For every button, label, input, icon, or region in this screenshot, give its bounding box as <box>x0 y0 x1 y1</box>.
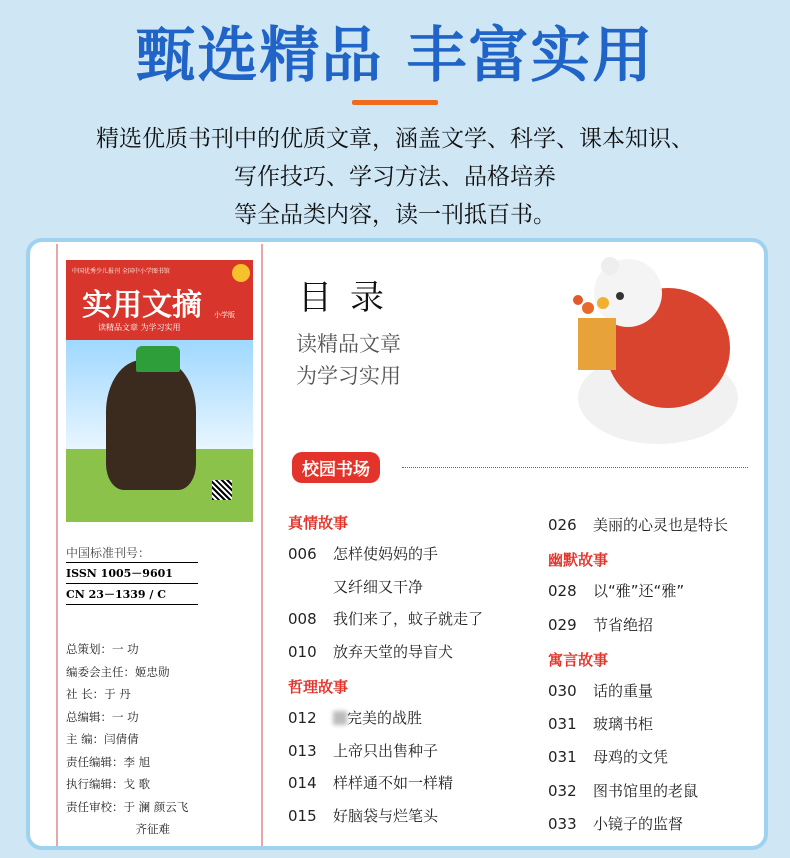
toc-entry-title: 我们来了，蚊子就走了 <box>333 610 484 629</box>
toc-entry <box>288 740 438 761</box>
cover-subtitle: 读精品文章 为学习实用 <box>98 323 181 332</box>
toc-category: 真情故事 <box>288 514 349 532</box>
intro-line-3: 等全品类内容，读一刊抵百书。 <box>234 202 556 228</box>
credit-line: 社 长：于 丹 <box>66 687 131 701</box>
toc-entry <box>288 576 423 597</box>
magazine-spread <box>26 238 768 850</box>
toc-entry-title: 话的重量 <box>593 682 654 700</box>
masthead-column <box>56 244 263 848</box>
toc-entry-title: 图书馆里的老鼠 <box>593 781 699 800</box>
toc-page-number: 013 <box>288 741 317 760</box>
toc-entry-title: 以“雅”还“雅” <box>593 582 685 601</box>
toc-entry <box>288 707 422 728</box>
toc-entry-title: 怎样使妈妈的手 <box>333 544 439 563</box>
toc-entry <box>548 580 684 601</box>
zebra-illustration-icon <box>106 360 196 490</box>
cover-title: 实用文摘 <box>82 288 202 323</box>
credits-list <box>66 638 188 841</box>
credit-line: 齐征难 <box>66 822 170 836</box>
cover-illustration <box>66 340 253 522</box>
toc-entry-title: 好脑袋与烂笔头 <box>333 807 439 826</box>
blurred-glyph-icon <box>333 711 347 725</box>
toc-entry-title: 完美的战胜 <box>347 708 423 727</box>
toc-entry <box>288 805 438 826</box>
toc-page-number: 033 <box>548 814 577 833</box>
toc-entry-title: 美丽的心灵也是特长 <box>593 516 729 534</box>
toc-entry <box>288 772 453 793</box>
hat-illustration-icon <box>136 346 180 372</box>
toc-entry-title: 玻璃书柜 <box>593 715 654 734</box>
toc-page-number: 026 <box>548 516 577 534</box>
magazine-cover <box>66 260 253 522</box>
toc-entry-title: 小镜子的监督 <box>593 814 684 833</box>
cover-badge-icon <box>232 264 250 282</box>
toc-entry <box>548 614 653 635</box>
toc-page-number: 028 <box>548 582 577 601</box>
credit-line: 总编辑：一 功 <box>66 709 139 724</box>
toc-entry <box>548 514 728 535</box>
cover-grade: 小学版 <box>214 311 235 319</box>
toc-entry-title: 样样通不如一样精 <box>333 774 454 793</box>
toc-category: 寓言故事 <box>548 650 609 669</box>
toc-entry <box>288 543 438 564</box>
toc-entry <box>288 641 453 662</box>
toc-slogan-2: 为学习实用 <box>296 364 401 388</box>
issn-number: ISSN 1005－9601 <box>66 567 173 580</box>
credit-line: 执行编辑：戈 歌 <box>66 777 151 791</box>
toc-entry <box>548 813 683 834</box>
toc-entry-title: 上帝只出售种子 <box>333 741 439 760</box>
section-divider <box>402 467 748 468</box>
toc-page-number: 012 <box>288 708 317 727</box>
toc-page-number: 032 <box>548 781 577 800</box>
toc-page-number: 029 <box>548 615 577 634</box>
toc-page-number: 006 <box>288 544 317 563</box>
toc-entry-title: 又纤细又干净 <box>333 577 424 596</box>
toc-page-number: 031 <box>548 715 577 734</box>
cn-number: CN 23－1339 / C <box>66 583 198 604</box>
credit-line: 总策划：一 功 <box>66 642 139 656</box>
credit-line: 责任编辑：李 旭 <box>66 754 151 769</box>
intro-line-1: 精选优质书刊中的优质文章，涵盖文学、科学、课本知识、 <box>96 126 694 152</box>
qr-code-icon <box>212 480 232 500</box>
polar-bear-illustration-icon <box>548 248 744 448</box>
issn-box <box>66 562 198 605</box>
toc-title: 目录 <box>298 278 402 318</box>
toc-entry <box>548 680 653 701</box>
toc-entry <box>548 780 698 801</box>
cover-top-text: 中国优秀少儿报刊 全国中小学图书馆 <box>72 268 170 275</box>
intro-line-2: 写作技巧、学习方法、品格培养 <box>234 164 556 190</box>
toc-entry <box>548 746 668 767</box>
toc-entry-title: 放弃天堂的导盲犬 <box>333 643 454 662</box>
toc-page-number: 030 <box>548 682 577 700</box>
toc-entry <box>288 608 483 629</box>
toc-category: 哲理故事 <box>288 678 349 696</box>
credit-line: 责任审校：于 澜 颜云飞 <box>66 799 189 814</box>
toc-page-number: 008 <box>288 610 317 629</box>
toc-entry <box>548 713 653 734</box>
toc-category: 幽默故事 <box>548 551 609 570</box>
toc-page-number: 014 <box>288 774 317 793</box>
divider-bar <box>352 100 438 105</box>
toc-slogan-1: 读精品文章 <box>296 332 401 356</box>
toc-page-number: 015 <box>288 807 317 826</box>
toc-entry-title: 节省绝招 <box>593 615 654 634</box>
issn-label: 中国标准刊号： <box>66 546 151 560</box>
credit-line: 编委会主任：姬忠勋 <box>66 664 170 679</box>
toc-page-number: 031 <box>548 748 577 767</box>
section-tag: 校园书场 <box>292 452 380 483</box>
credit-line: 主 编：闫倩倩 <box>66 732 139 746</box>
headline: 甄选精品 丰富实用 <box>135 21 655 91</box>
toc-entry-title: 母鸡的文凭 <box>593 748 669 767</box>
toc-page-number: 010 <box>288 643 317 662</box>
